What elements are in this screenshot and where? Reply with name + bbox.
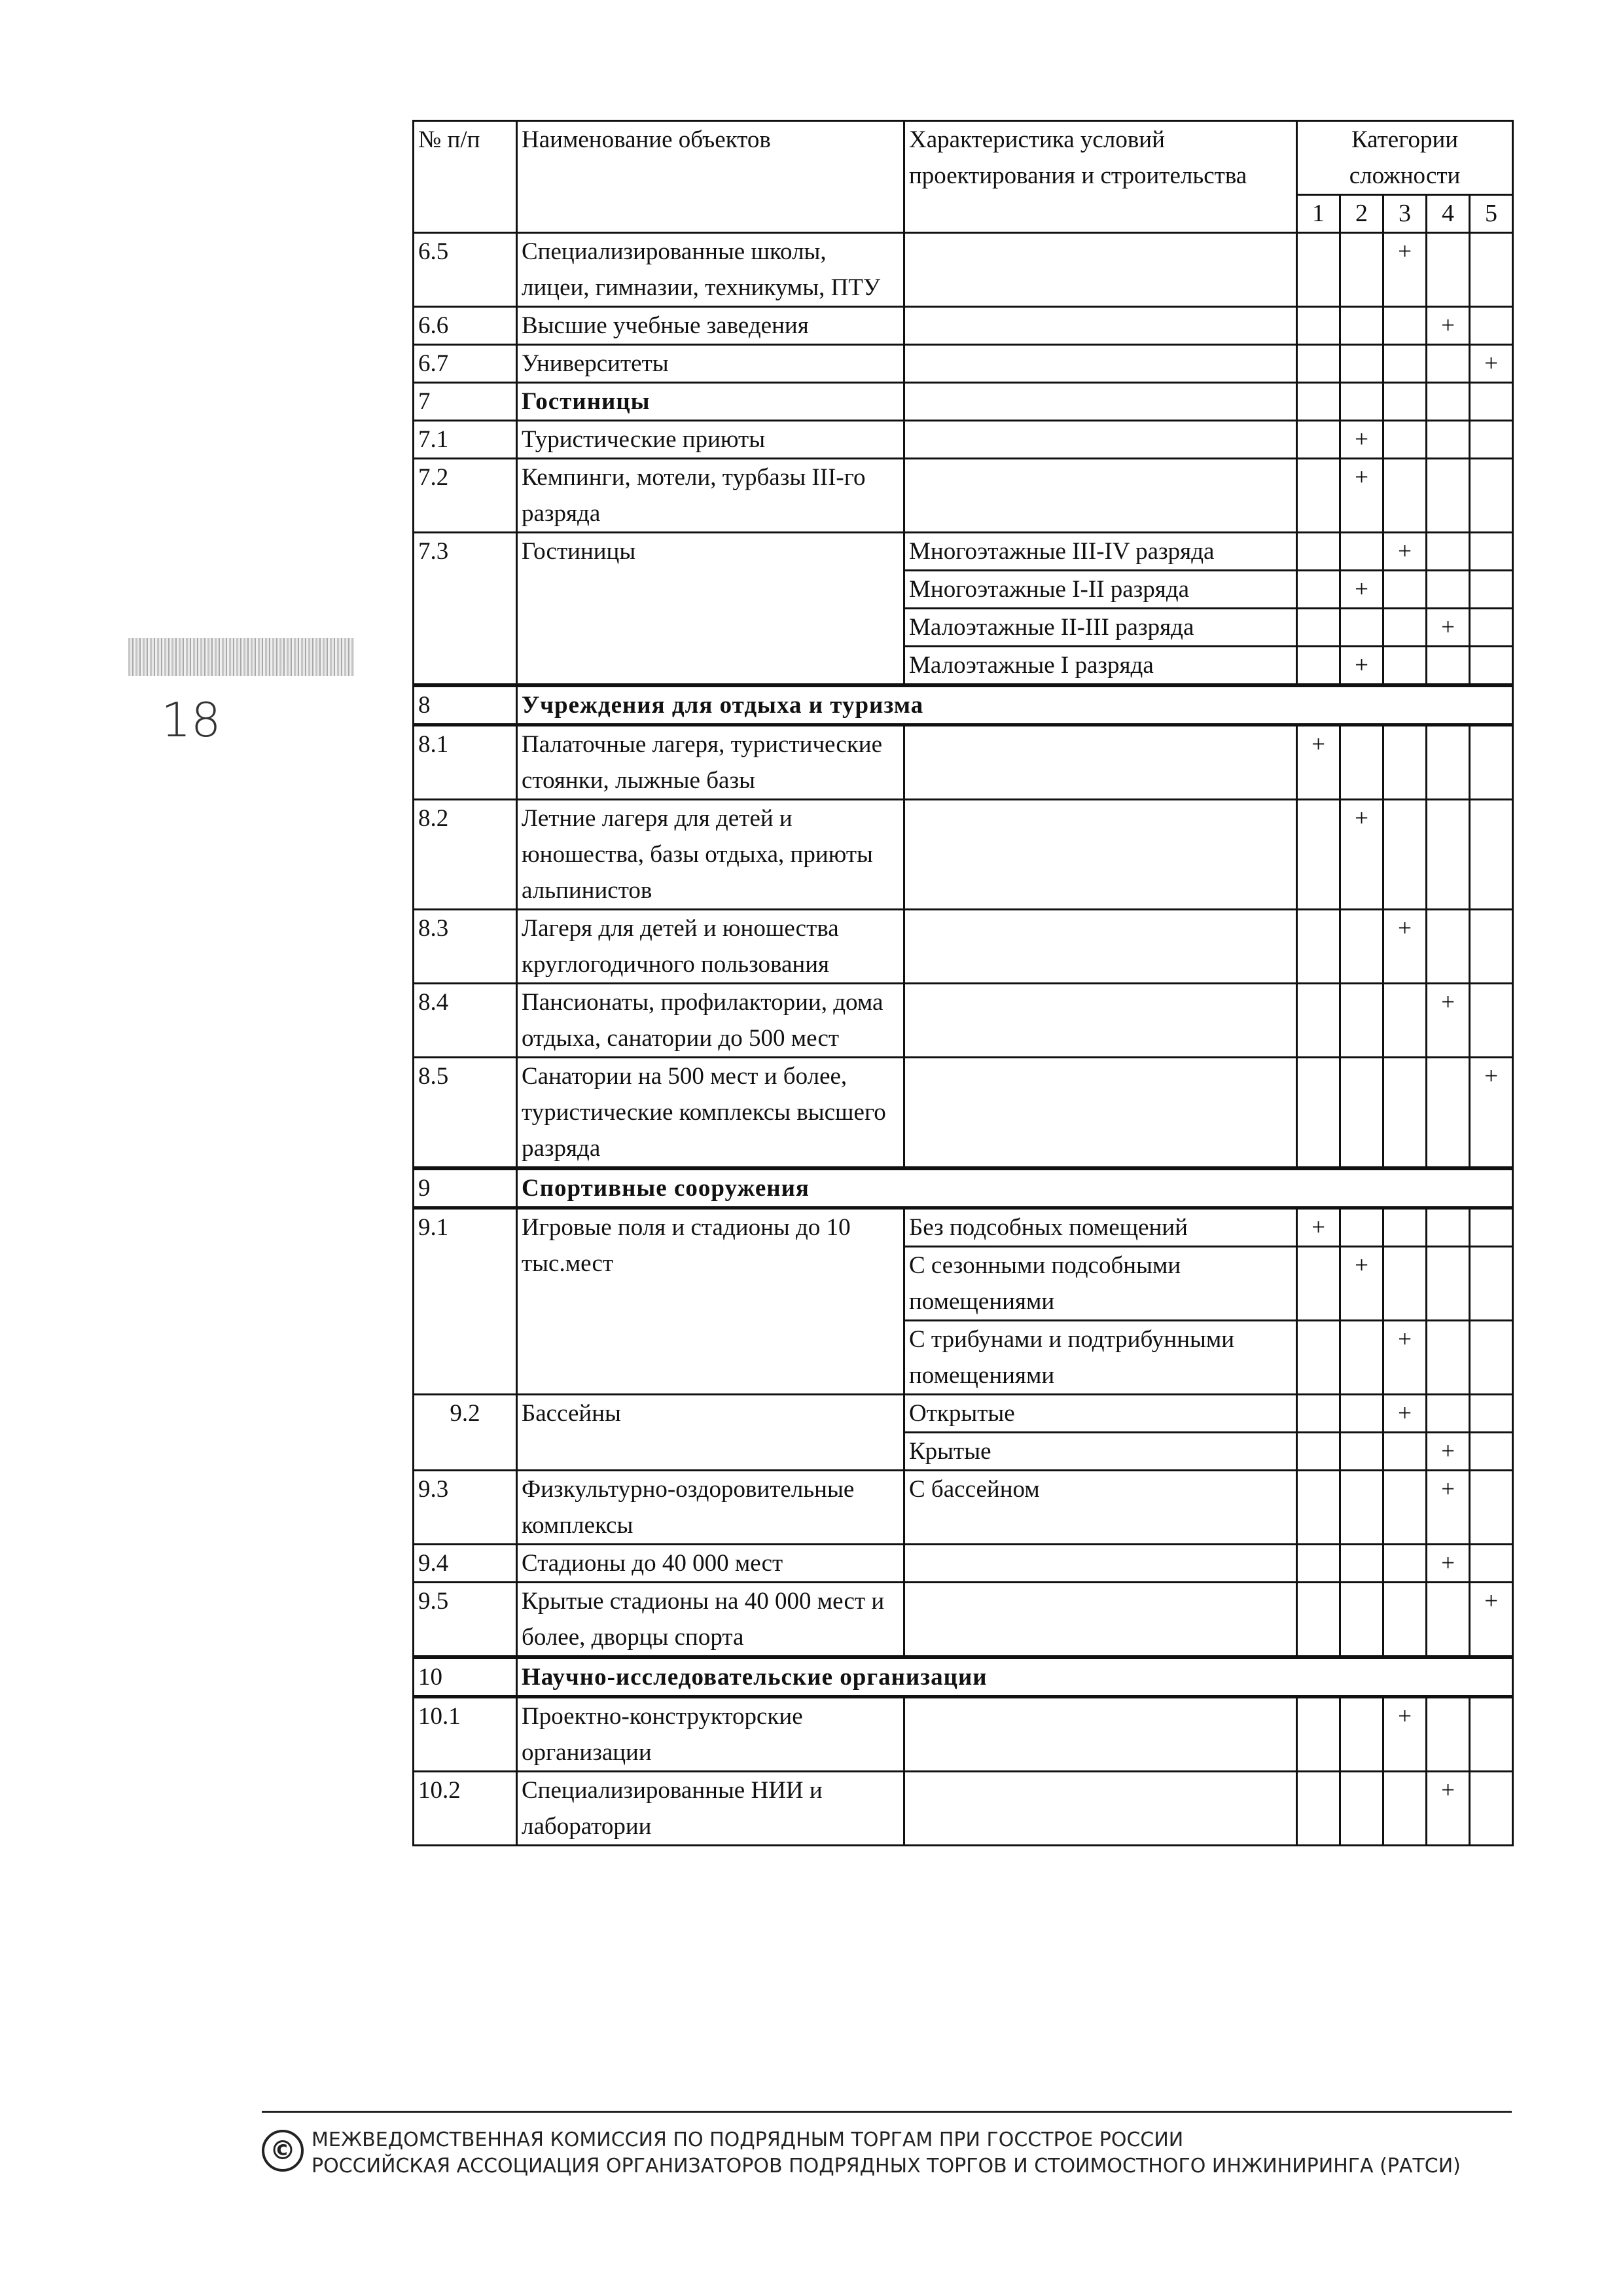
category-mark: +: [1427, 1545, 1470, 1583]
category-2-cell: [1340, 345, 1383, 383]
section-title: Спортивные сооружения: [517, 1168, 1513, 1208]
section-num: 10: [414, 1657, 517, 1697]
header-num: № п/п: [414, 121, 517, 233]
section-num: 8: [414, 685, 517, 725]
row-name: Гостиницы: [517, 383, 904, 421]
category-4-cell: [1427, 910, 1470, 984]
category-4-cell: [1427, 1247, 1470, 1321]
category-3-cell: [1383, 459, 1427, 533]
category-5-cell: [1470, 800, 1513, 910]
footer: [262, 2111, 1512, 2179]
header-cat-2: 2: [1340, 195, 1383, 233]
category-5-cell: [1470, 725, 1513, 800]
category-mark: +: [1470, 1583, 1513, 1658]
header-characteristics: Характеристика условий проектирования и строительства: [904, 121, 1297, 233]
table-row: [414, 1208, 1513, 1247]
category-1-cell: [1297, 1058, 1340, 1169]
category-3-cell: [1383, 1247, 1427, 1321]
category-mark: +: [1340, 571, 1383, 609]
category-3-cell: [1383, 1208, 1427, 1247]
category-1-cell: [1297, 1697, 1340, 1772]
category-5-cell: [1470, 383, 1513, 421]
category-5-cell: [1470, 1208, 1513, 1247]
table-row: [414, 1772, 1513, 1846]
row-characteristic: [904, 421, 1297, 459]
category-5-cell: [1470, 609, 1513, 647]
category-mark: +: [1470, 345, 1513, 383]
row-num: 8.5: [414, 1058, 517, 1169]
category-mark: +: [1427, 1433, 1470, 1471]
section-row: [414, 1657, 1513, 1697]
category-4-cell: [1427, 421, 1470, 459]
category-4-cell: [1427, 459, 1470, 533]
category-2-cell: [1340, 1433, 1383, 1471]
category-1-cell: [1297, 647, 1340, 686]
row-characteristic: [904, 459, 1297, 533]
table-row: [414, 233, 1513, 307]
row-name: Стадионы до 40 000 мест: [517, 1545, 904, 1583]
table-row: [414, 533, 1513, 571]
header-cat-3: 3: [1383, 195, 1427, 233]
row-characteristic: С сезонными подсобными помещениями: [904, 1247, 1297, 1321]
table-row: [414, 1583, 1513, 1658]
section-title: Учреждения для отдыха и туризма: [517, 685, 1513, 725]
category-3-cell: [1383, 609, 1427, 647]
category-2-cell: [1340, 383, 1383, 421]
category-5-cell: [1470, 233, 1513, 307]
category-4-cell: [1427, 345, 1470, 383]
category-mark: +: [1383, 1395, 1427, 1433]
header-categories: Категории сложности: [1297, 121, 1513, 195]
category-1-cell: [1297, 1545, 1340, 1583]
category-mark: +: [1427, 1772, 1470, 1846]
row-name: Специализированные НИИ и лаборатории: [517, 1772, 904, 1846]
category-3-cell: [1383, 571, 1427, 609]
table-row: [414, 910, 1513, 984]
footer-line-1: МЕЖВЕДОМСТВЕННАЯ КОМИССИЯ ПО ПОДРЯДНЫМ ТОРГАМ ПРИ ГОССТРОЕ РОССИИ: [312, 2128, 1184, 2151]
category-5-cell: [1470, 1772, 1513, 1846]
category-3-cell: [1383, 1583, 1427, 1658]
category-mark: +: [1340, 421, 1383, 459]
category-4-cell: [1427, 233, 1470, 307]
category-mark: +: [1383, 910, 1427, 984]
category-5-cell: [1470, 421, 1513, 459]
row-num: 6.6: [414, 307, 517, 345]
table-row: [414, 984, 1513, 1058]
table-row: [414, 345, 1513, 383]
table-row: [414, 1545, 1513, 1583]
table-row: [414, 1395, 1513, 1433]
category-3-cell: [1383, 984, 1427, 1058]
category-1-cell: [1297, 1583, 1340, 1658]
row-name: Летние лагеря для детей и юношества, базы отдыха, приюты альпинистов: [517, 800, 904, 910]
scan-stamp-mark: [128, 638, 354, 676]
row-name: Игровые поля и стадионы до 10 тыс.мест: [517, 1208, 904, 1395]
category-5-cell: [1470, 910, 1513, 984]
footer-line-2: РОССИЙСКАЯ АССОЦИАЦИЯ ОРГАНИЗАТОРОВ ПОДРЯДНЫХ ТОРГОВ И СТОИМОСТНОГО ИНЖИНИРИНГА (РАТСИ): [312, 2155, 1461, 2178]
row-num: 8.4: [414, 984, 517, 1058]
row-characteristic: Малоэтажные II-III разряда: [904, 609, 1297, 647]
category-2-cell: [1340, 1395, 1383, 1433]
row-characteristic: Многоэтажные III-IV разряда: [904, 533, 1297, 571]
header-cat-4: 4: [1427, 195, 1470, 233]
row-name: Гостиницы: [517, 533, 904, 686]
category-5-cell: [1470, 1545, 1513, 1583]
category-mark: +: [1427, 1471, 1470, 1545]
row-characteristic: [904, 1058, 1297, 1169]
category-mark: +: [1383, 1697, 1427, 1772]
category-2-cell: [1340, 910, 1383, 984]
row-characteristic: С трибунами и подтрибунными помещениями: [904, 1321, 1297, 1395]
row-name: Высшие учебные заведения: [517, 307, 904, 345]
category-4-cell: [1427, 1058, 1470, 1169]
category-2-cell: [1340, 1208, 1383, 1247]
category-1-cell: [1297, 984, 1340, 1058]
category-mark: +: [1297, 1208, 1340, 1247]
category-4-cell: [1427, 1321, 1470, 1395]
row-num: 7.2: [414, 459, 517, 533]
category-mark: +: [1340, 459, 1383, 533]
category-3-cell: [1383, 1433, 1427, 1471]
row-name: Санатории на 500 мест и более, туристические комплексы высшего разряда: [517, 1058, 904, 1169]
category-1-cell: [1297, 421, 1340, 459]
category-4-cell: [1427, 800, 1470, 910]
category-5-cell: [1470, 459, 1513, 533]
category-5-cell: [1470, 1471, 1513, 1545]
category-2-cell: [1340, 1471, 1383, 1545]
category-4-cell: [1427, 725, 1470, 800]
row-num: 7.3: [414, 533, 517, 686]
table-row: [414, 1058, 1513, 1169]
row-name: Физкультурно-оздоровительные комплексы: [517, 1471, 904, 1545]
row-name: Туристические приюты: [517, 421, 904, 459]
category-1-cell: [1297, 609, 1340, 647]
category-5-cell: [1470, 984, 1513, 1058]
row-name: Университеты: [517, 345, 904, 383]
header-name: Наименование объектов: [517, 121, 904, 233]
row-characteristic: Малоэтажные I разряда: [904, 647, 1297, 686]
table-row: [414, 800, 1513, 910]
category-4-cell: [1427, 1395, 1470, 1433]
row-num: 9.1: [414, 1208, 517, 1395]
row-num: 8.3: [414, 910, 517, 984]
category-mark: +: [1297, 725, 1340, 800]
category-5-cell: [1470, 307, 1513, 345]
category-mark: +: [1383, 233, 1427, 307]
row-name: Палаточные лагеря, туристические стоянки, лыжные базы: [517, 725, 904, 800]
category-mark: +: [1470, 1058, 1513, 1169]
row-characteristic: Многоэтажные I-II разряда: [904, 571, 1297, 609]
category-1-cell: [1297, 910, 1340, 984]
row-characteristic: [904, 345, 1297, 383]
category-5-cell: [1470, 1433, 1513, 1471]
category-4-cell: [1427, 1583, 1470, 1658]
row-characteristic: [904, 725, 1297, 800]
row-num: 8.2: [414, 800, 517, 910]
row-name: Кемпинги, мотели, турбазы III-го разряда: [517, 459, 904, 533]
category-5-cell: [1470, 1395, 1513, 1433]
row-characteristic: [904, 307, 1297, 345]
row-num: 9.5: [414, 1583, 517, 1658]
category-5-cell: [1470, 1247, 1513, 1321]
row-name: Лагеря для детей и юношества круглогодичного пользования: [517, 910, 904, 984]
category-1-cell: [1297, 459, 1340, 533]
complexity-table: [412, 120, 1514, 1846]
row-characteristic: Крытые: [904, 1433, 1297, 1471]
category-1-cell: [1297, 1395, 1340, 1433]
row-characteristic: [904, 383, 1297, 421]
table-row: [414, 307, 1513, 345]
category-3-cell: [1383, 800, 1427, 910]
page-number: 18: [161, 692, 221, 747]
category-5-cell: [1470, 533, 1513, 571]
category-5-cell: [1470, 647, 1513, 686]
copyright-icon: ©: [262, 2130, 304, 2172]
category-2-cell: [1340, 533, 1383, 571]
category-mark: +: [1427, 307, 1470, 345]
row-characteristic: С бассейном: [904, 1471, 1297, 1545]
table-row: [414, 383, 1513, 421]
category-1-cell: [1297, 800, 1340, 910]
row-characteristic: [904, 1697, 1297, 1772]
category-1-cell: [1297, 233, 1340, 307]
row-name: Крытые стадионы на 40 000 мест и более, дворцы спорта: [517, 1583, 904, 1658]
category-2-cell: [1340, 609, 1383, 647]
row-name: Проектно-конструкторские организации: [517, 1697, 904, 1772]
table-row: [414, 459, 1513, 533]
category-4-cell: [1427, 1697, 1470, 1772]
category-1-cell: [1297, 345, 1340, 383]
category-3-cell: [1383, 307, 1427, 345]
row-num: 10.1: [414, 1697, 517, 1772]
category-4-cell: [1427, 647, 1470, 686]
category-3-cell: [1383, 647, 1427, 686]
row-name: Специализированные школы, лицеи, гимназии, техникумы, ПТУ: [517, 233, 904, 307]
row-num: 7.1: [414, 421, 517, 459]
category-3-cell: [1383, 1545, 1427, 1583]
row-num: 6.5: [414, 233, 517, 307]
category-3-cell: [1383, 421, 1427, 459]
category-1-cell: [1297, 307, 1340, 345]
category-1-cell: [1297, 1772, 1340, 1846]
row-characteristic: [904, 800, 1297, 910]
category-1-cell: [1297, 1321, 1340, 1395]
category-5-cell: [1470, 1321, 1513, 1395]
category-5-cell: [1470, 1697, 1513, 1772]
category-1-cell: [1297, 1471, 1340, 1545]
row-num: 10.2: [414, 1772, 517, 1846]
category-3-cell: [1383, 1058, 1427, 1169]
row-name: Бассейны: [517, 1395, 904, 1471]
category-mark: +: [1340, 800, 1383, 910]
row-num: 6.7: [414, 345, 517, 383]
row-characteristic: [904, 984, 1297, 1058]
section-title: Научно-исследовательские организации: [517, 1657, 1513, 1697]
category-2-cell: [1340, 984, 1383, 1058]
header-cat-1: 1: [1297, 195, 1340, 233]
category-2-cell: [1340, 1321, 1383, 1395]
category-4-cell: [1427, 571, 1470, 609]
category-mark: +: [1383, 533, 1427, 571]
category-mark: +: [1427, 609, 1470, 647]
row-characteristic: [904, 1583, 1297, 1658]
category-4-cell: [1427, 533, 1470, 571]
category-mark: +: [1340, 647, 1383, 686]
row-characteristic: [904, 910, 1297, 984]
row-num: 9.3: [414, 1471, 517, 1545]
row-characteristic: [904, 1772, 1297, 1846]
table-row: [414, 1697, 1513, 1772]
section-row: [414, 685, 1513, 725]
category-2-cell: [1340, 307, 1383, 345]
category-1-cell: [1297, 1433, 1340, 1471]
category-3-cell: [1383, 1772, 1427, 1846]
row-characteristic: Открытые: [904, 1395, 1297, 1433]
category-2-cell: [1340, 1583, 1383, 1658]
table-row: [414, 725, 1513, 800]
row-characteristic: [904, 1545, 1297, 1583]
row-characteristic: [904, 233, 1297, 307]
row-name: Пансионаты, профилактории, дома отдыха, санатории до 500 мест: [517, 984, 904, 1058]
category-2-cell: [1340, 1545, 1383, 1583]
table-header-row: [414, 121, 1513, 195]
category-3-cell: [1383, 1471, 1427, 1545]
header-cat-5: 5: [1470, 195, 1513, 233]
category-2-cell: [1340, 725, 1383, 800]
category-2-cell: [1340, 1772, 1383, 1846]
category-3-cell: [1383, 725, 1427, 800]
category-2-cell: [1340, 1697, 1383, 1772]
category-2-cell: [1340, 233, 1383, 307]
category-4-cell: [1427, 1208, 1470, 1247]
row-num: 9.2: [414, 1395, 517, 1471]
section-row: [414, 1168, 1513, 1208]
category-1-cell: [1297, 1247, 1340, 1321]
category-1-cell: [1297, 383, 1340, 421]
category-1-cell: [1297, 571, 1340, 609]
category-mark: +: [1427, 984, 1470, 1058]
category-5-cell: [1470, 571, 1513, 609]
row-num: 7: [414, 383, 517, 421]
category-3-cell: [1383, 383, 1427, 421]
category-mark: +: [1383, 1321, 1427, 1395]
row-num: 8.1: [414, 725, 517, 800]
category-mark: +: [1340, 1247, 1383, 1321]
category-1-cell: [1297, 533, 1340, 571]
table-row: [414, 1471, 1513, 1545]
row-num: 9.4: [414, 1545, 517, 1583]
category-3-cell: [1383, 345, 1427, 383]
category-2-cell: [1340, 1058, 1383, 1169]
category-4-cell: [1427, 383, 1470, 421]
table-row: [414, 421, 1513, 459]
section-num: 9: [414, 1168, 517, 1208]
row-characteristic: Без подсобных помещений: [904, 1208, 1297, 1247]
